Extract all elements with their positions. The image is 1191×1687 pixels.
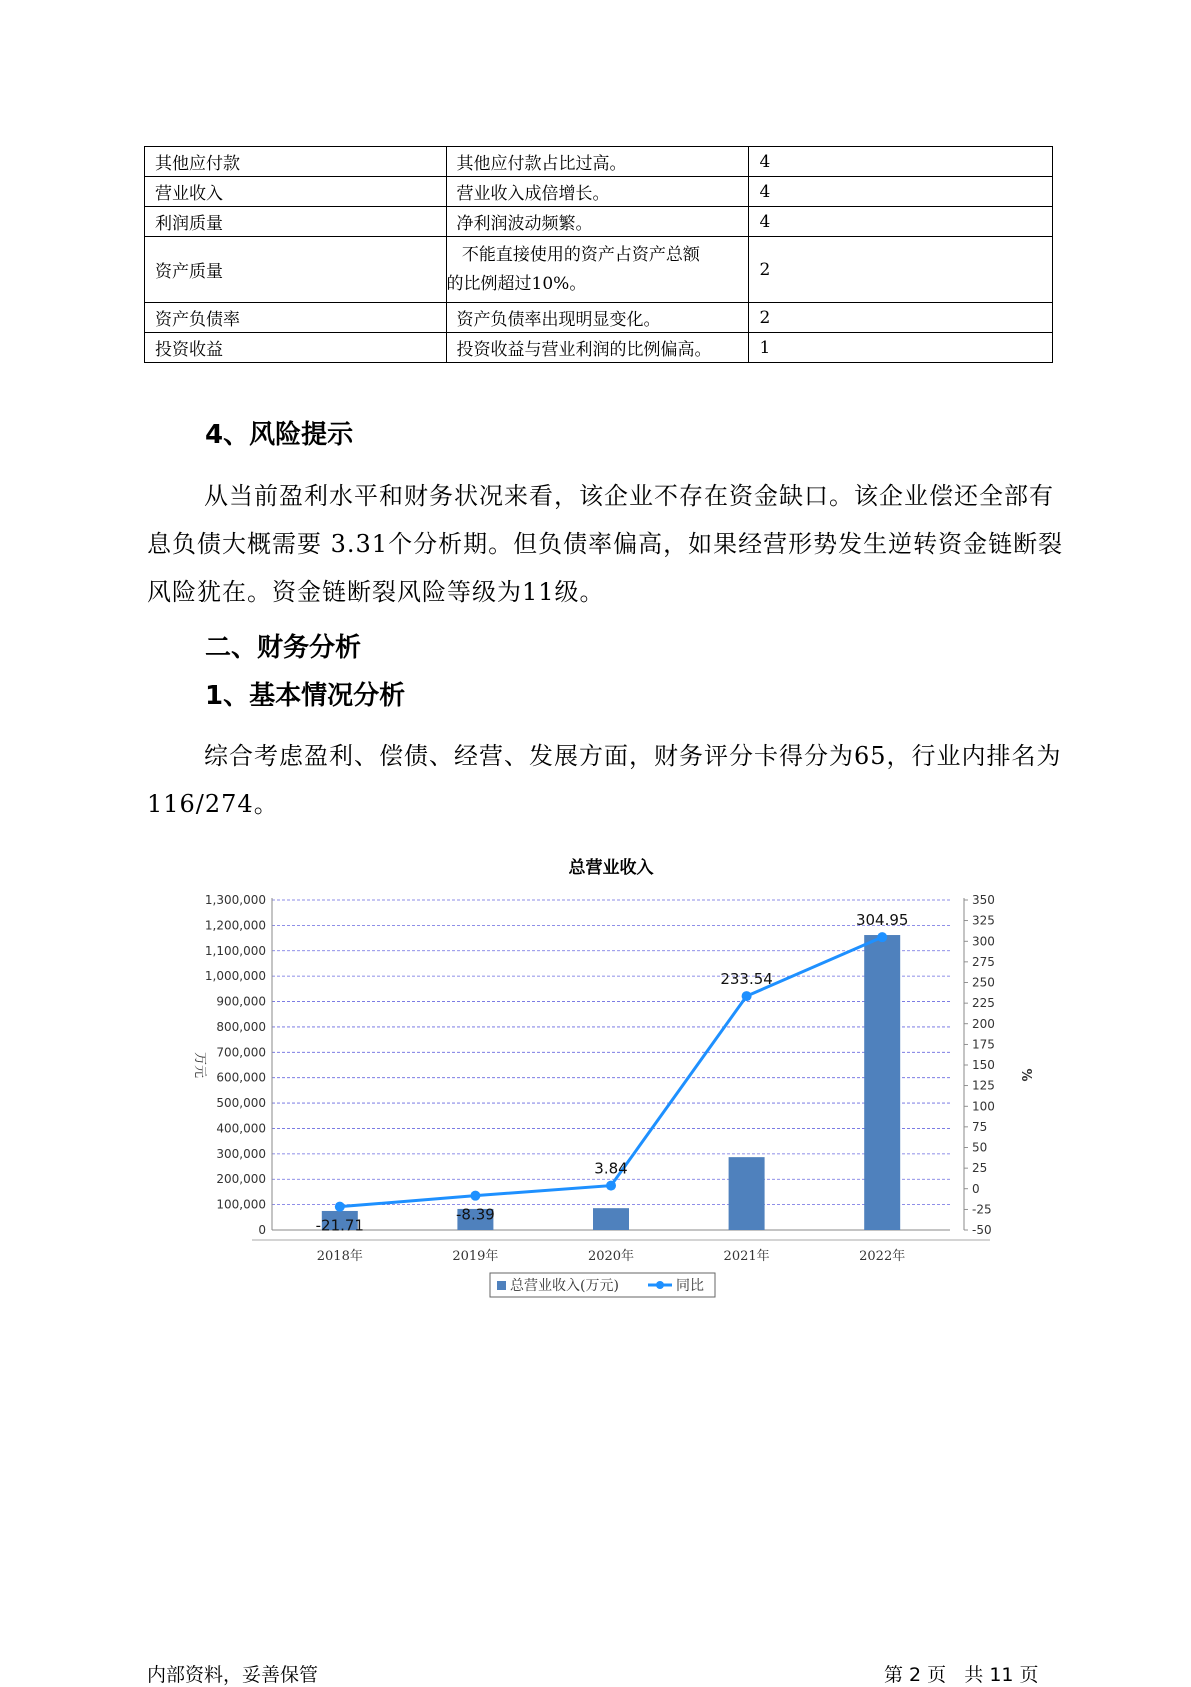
- right-tick-label: 0: [972, 1181, 980, 1196]
- left-tick-label: 0: [258, 1223, 266, 1237]
- right-tick-label: -25: [972, 1202, 992, 1217]
- risk-level-cell: 4: [749, 207, 1053, 237]
- left-tick-label: 700,000: [216, 1045, 266, 1060]
- footer-page-number: 第 2 页 共 11 页: [884, 1664, 1039, 1686]
- left-tick-label: 800,000: [216, 1019, 266, 1034]
- yoy-point: [877, 932, 887, 942]
- section-title-risk: 4、风险提示: [205, 420, 354, 450]
- right-tick-label: 25: [972, 1161, 988, 1176]
- risk-desc-cell: 资产负债率出现明显变化。: [446, 303, 749, 333]
- right-tick-label: 350: [972, 893, 995, 907]
- right-tick-label: 100: [972, 1099, 995, 1114]
- risk-level-cell: 2: [749, 303, 1053, 333]
- risk-table: [144, 146, 1053, 363]
- table-row: [145, 207, 1053, 237]
- left-tick-label: 600,000: [216, 1070, 266, 1085]
- risk-level-cell: 1: [749, 333, 1053, 363]
- yoy-point: [606, 1181, 616, 1191]
- risk-level-cell: 4: [749, 147, 1053, 177]
- right-tick-label: 225: [972, 996, 995, 1011]
- risk-level-cell: 2: [749, 237, 1053, 303]
- chart-svg: [180, 850, 1040, 1310]
- table-row: [145, 237, 1053, 303]
- left-tick-label: 1,000,000: [204, 969, 266, 984]
- right-tick-label: 275: [972, 954, 995, 969]
- risk-desc-cell: 净利润波动频繁。: [446, 207, 749, 237]
- section-title-basic: 1、基本情况分析: [205, 681, 406, 711]
- risk-item-cell: 投资收益: [145, 333, 447, 363]
- right-tick-label: 50: [972, 1140, 988, 1155]
- yoy-point: [470, 1191, 480, 1201]
- x-tick-label: 2021年: [723, 1249, 770, 1264]
- left-tick-label: 500,000: [216, 1096, 266, 1111]
- data-label: -21.71: [315, 1216, 364, 1235]
- x-tick-label: 2022年: [859, 1249, 906, 1264]
- data-label: -8.39: [455, 1205, 495, 1224]
- bar: [593, 1208, 629, 1230]
- table-row: [145, 147, 1053, 177]
- risk-item-cell: 资产质量: [145, 237, 447, 303]
- chart-title: 总营业收入: [568, 858, 654, 878]
- table-row: [145, 177, 1053, 207]
- basic-paragraph: 综合考虑盈利、偿债、经营、发展方面，财务评分卡得分为65，行业内排名为116/274。: [147, 742, 1062, 818]
- risk-desc-cell: 其他应付款占比过高。: [446, 147, 749, 177]
- risk-desc-cell: 营业收入成倍增长。: [446, 177, 749, 207]
- x-tick-label: 2019年: [452, 1249, 499, 1264]
- right-tick-label: 75: [972, 1119, 988, 1134]
- left-tick-label: 200,000: [216, 1172, 266, 1187]
- risk-item-cell: 利润质量: [145, 207, 447, 237]
- right-tick-label: 175: [972, 1037, 995, 1052]
- bar: [864, 935, 900, 1230]
- left-tick-label: 100,000: [216, 1197, 266, 1212]
- legend-bar-label: 总营业收入(万元): [510, 1278, 619, 1294]
- right-tick-label: -50: [972, 1223, 992, 1237]
- legend-bar-swatch: [497, 1281, 506, 1290]
- left-tick-label: 400,000: [216, 1121, 266, 1136]
- bar: [729, 1157, 765, 1230]
- section-title-financial: 二、财务分析: [205, 633, 362, 663]
- legend-line-marker: [656, 1281, 664, 1289]
- right-tick-label: 200: [972, 1016, 995, 1031]
- right-tick-label: 300: [972, 934, 995, 949]
- right-tick-label: 325: [972, 913, 995, 928]
- y-axis-label-right: %: [1018, 1068, 1033, 1082]
- risk-desc-line: 不能直接使用的资产占资产总额: [456, 244, 700, 265]
- y-axis-label-left: 万元: [192, 1051, 207, 1079]
- risk-desc-cell: [446, 237, 749, 303]
- data-label: 304.95: [855, 911, 909, 930]
- risk-paragraph: 从当前盈利水平和财务状况来看，该企业不存在资金缺口。该企业偿还全部有息负债大概需要 3.31个分析期。但负债率偏高，如果经营形势发生逆转资金链断裂风险犹在。资金链断裂风险等级为11级。: [147, 482, 1064, 606]
- left-tick-label: 900,000: [216, 994, 266, 1009]
- risk-level-cell: 4: [749, 177, 1053, 207]
- revenue-chart: [180, 850, 1040, 1310]
- risk-item-cell: 营业收入: [145, 177, 447, 207]
- table-row: [145, 303, 1053, 333]
- table-row: [145, 333, 1053, 363]
- risk-desc-cell: 投资收益与营业利润的比例偏高。: [446, 333, 749, 363]
- risk-item-cell: 资产负债率: [145, 303, 447, 333]
- left-tick-label: 1,300,000: [204, 893, 266, 907]
- risk-desc-line: 的比例超过10%。: [446, 273, 587, 294]
- left-tick-label: 1,200,000: [204, 918, 266, 933]
- data-label: 3.84: [594, 1159, 628, 1178]
- left-tick-label: 300,000: [216, 1146, 266, 1161]
- risk-item-cell: 其他应付款: [145, 147, 447, 177]
- x-tick-label: 2020年: [587, 1249, 635, 1264]
- left-tick-label: 1,100,000: [204, 943, 266, 958]
- right-tick-label: 150: [972, 1058, 995, 1072]
- x-tick-label: 2018年: [316, 1249, 363, 1264]
- footer-confidential: 内部资料，妥善保管: [147, 1664, 319, 1686]
- legend-line-label: 同比: [676, 1278, 704, 1294]
- data-label: 233.54: [720, 970, 773, 989]
- right-tick-label: 125: [972, 1078, 995, 1093]
- right-tick-label: 250: [972, 975, 995, 990]
- yoy-point: [335, 1202, 345, 1212]
- yoy-point: [742, 991, 752, 1001]
